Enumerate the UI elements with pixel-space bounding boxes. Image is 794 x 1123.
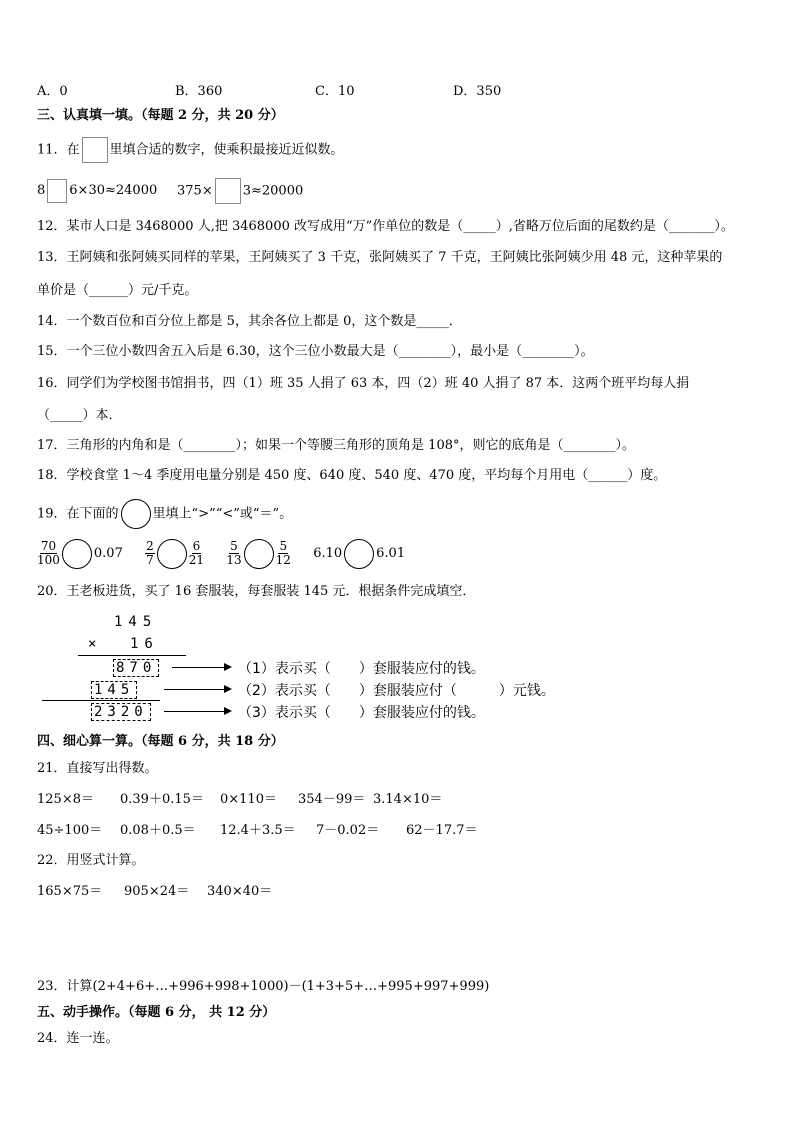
q19-value: 6.01 — [376, 546, 406, 561]
q11-expression-1 — [37, 178, 157, 204]
option-b: B．360 — [175, 84, 223, 99]
q20-label-2: （2）表示买（ ）套服装应付（ ）元钱。 — [238, 683, 555, 699]
option-d: D．350 — [453, 84, 502, 99]
section-5-heading: 五、动手操作。（每题 6 分， 共 12 分） — [37, 1005, 276, 1020]
question-15: 15．一个三位小数四舍五入后是 6.30，这个三位小数最大是（________），最小是（________）。 — [37, 344, 594, 359]
question-24: 24．连一连。 — [37, 1031, 119, 1046]
q11-e1-right: 6×30≈24000 — [69, 183, 158, 198]
calc-item: 45÷100＝ — [37, 823, 103, 838]
section-4-heading: 四、细心算一算。（每题 6 分，共 18 分） — [37, 734, 284, 749]
question-13-line-1: 13．王阿姨和张阿姨买同样的苹果，王阿姨买了 3 千克，张阿姨买了 7 千克，王阿姨比张阿姨少用 48 元，这种苹果的 — [37, 250, 723, 265]
q19-value: 0.07 — [93, 546, 123, 561]
fraction: $\frac{6}{21}$ — [188, 539, 205, 567]
fraction: $\frac{5}{13}$ — [226, 539, 242, 567]
option-c: C．10 — [315, 84, 355, 99]
question-23: 23．计算(2+4+6+…+996+998+1000)－(1+3+5+…+995+997+999) — [37, 979, 490, 994]
multiplicand: 145 — [114, 614, 158, 630]
digit-box[interactable] — [47, 179, 67, 203]
question-14: 14．一个数百位和百分位上都是 5，其余各位上都是 0，这个数是_____． — [37, 314, 462, 329]
q11-suffix: 里填合适的数字，使乘积最接近近似数。 — [109, 142, 344, 158]
vertical-calc-item: 905×24＝ — [124, 884, 190, 899]
circle-blank — [121, 499, 151, 529]
q19-value: 6.10 — [313, 546, 343, 561]
calc-item: 7－0.02＝ — [316, 823, 380, 838]
calc-item: 0×110＝ — [220, 792, 277, 807]
q19-prefix: 19．在下面的 — [37, 506, 119, 522]
fraction: $\frac{5}{12}$ — [275, 539, 291, 567]
q11-e2-right: 3≈20000 — [242, 183, 304, 199]
question-20: 20．王老板进货，买了 16 套服装，每套服装 145 元．根据条件完成填空． — [37, 584, 476, 599]
question-12: 12．某市人口是 3468000 人,把 3468000 改写成用“万”作单位的数是（_____）,省略万位后面的尾数约是（_______）。 — [37, 219, 734, 234]
arrow-icon — [164, 711, 230, 712]
question-21: 21．直接写出得数。 — [37, 761, 158, 776]
q11-e2-left: 375× — [177, 183, 213, 199]
rule-line — [42, 700, 160, 701]
question-16-line-1: 16．同学们为学校图书馆捐书，四（1）班 35 人捐了 63 本，四（2）班 40 人捐了 87 本．这两个班平均每人捐 — [37, 376, 690, 391]
compare-circle[interactable] — [344, 539, 374, 569]
partial-product-2: 145 — [91, 681, 137, 699]
calc-item: 125×8＝ — [37, 792, 94, 807]
calc-item: 62－17.7＝ — [406, 823, 478, 838]
fraction: $\frac{2}{7}$ — [146, 539, 154, 567]
question-22: 22．用竖式计算。 — [37, 853, 145, 868]
compare-circle[interactable] — [244, 539, 274, 569]
q20-label-3: （3）表示买（ ）套服装应付的钱。 — [238, 705, 485, 721]
arrow-icon — [164, 689, 230, 690]
question-18: 18．学校食堂 1～4 季度用电量分别是 450 度、640 度、540 度、470 度，平均每个月用电（______）度。 — [37, 468, 667, 483]
product-total: 2320 — [91, 703, 151, 721]
option-a: A．0 — [37, 84, 68, 99]
fraction: $\frac{70}{100}$ — [37, 539, 60, 567]
calc-item: 0.39＋0.15＝ — [120, 792, 204, 807]
arrow-icon — [172, 667, 230, 668]
rule-line — [78, 655, 186, 656]
q19-suffix: 里填上“>”“<”或“＝”。 — [152, 506, 293, 522]
section-3-heading: 三、认真填一填。（每题 2 分，共 20 分） — [37, 108, 284, 123]
vertical-calc-item: 165×75＝ — [37, 884, 103, 899]
q11-e1-left: 8 — [37, 183, 46, 198]
q11-prefix: 11．在 — [37, 142, 80, 158]
question-17: 17．三角形的内角和是（________）；如果一个等腰三角形的顶角是 108°，则它的底角是（________）。 — [37, 438, 635, 453]
calc-item: 3.14×10＝ — [373, 792, 443, 807]
compare-circle[interactable] — [157, 539, 187, 569]
question-11 — [37, 137, 344, 164]
q19-comparisons — [37, 537, 405, 571]
partial-product-1: 870 — [113, 659, 159, 677]
digit-box[interactable] — [215, 178, 241, 204]
compare-circle[interactable] — [62, 539, 92, 569]
question-19 — [37, 499, 292, 530]
calc-item: 12.4＋3.5＝ — [220, 823, 296, 838]
question-16-line-2: （_____）本． — [37, 408, 122, 423]
q11-expression-2 — [177, 178, 303, 205]
q20-label-1: （1）表示买（ ）套服装应付的钱。 — [238, 661, 485, 677]
multiplier: 16 — [130, 636, 159, 652]
vertical-calc-item: 340×40＝ — [207, 884, 273, 899]
calc-item: 0.08＋0.5＝ — [120, 823, 196, 838]
times-sign: × — [88, 636, 103, 652]
question-13-line-2: 单价是（______）元/千克。 — [37, 283, 198, 298]
calc-item: 354－99＝ — [298, 792, 366, 807]
answer-box[interactable] — [82, 137, 108, 163]
